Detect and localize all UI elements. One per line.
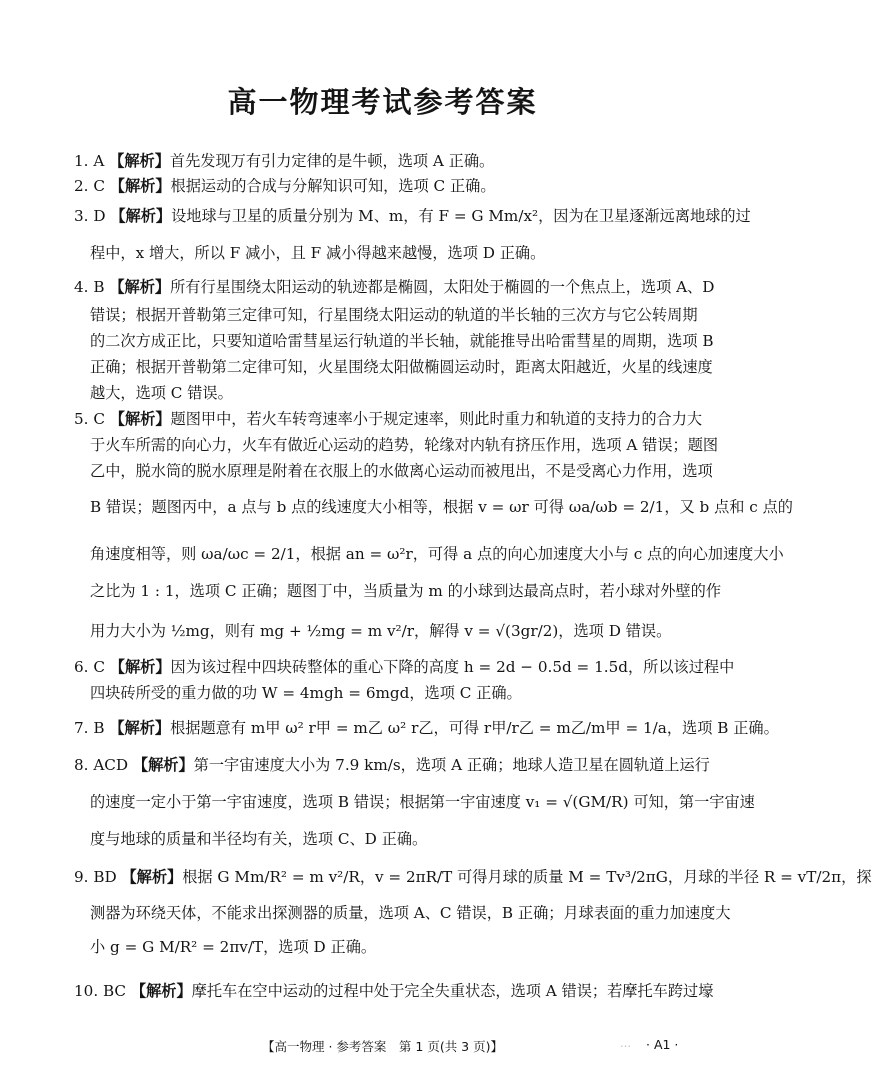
footer-dots: … [620,1037,631,1050]
answer-5-line-5: 角速度相等，则 ωa/ωc = 2/1，根据 an = ω²r，可得 a 点的向心加速度大小与 c 点的向心加速度大小 [90,545,784,563]
answer-5-line-6: 之比为 1 : 1，选项 C 正确；题图丁中，当质量为 m 的小球到达最高点时，若小球对外壁的作 [90,582,722,600]
answer-5-line-7: 用力大小为 ½mg，则有 mg + ½mg = m v²/r，解得 v = √(3gr/2)，选项 D 错误。 [90,622,672,640]
answer-5-line-4: B 错误；题图丙中，a 点与 b 点的线速度大小相等，根据 v = ωr 可得 ωa/ωb = 2/1，又 b 点和 c 点的 [90,498,793,516]
answer-4-line-3: 的二次方成正比，只要知道哈雷彗星运行轨道的半长轴，就能推导出哈雷彗星的周期，选项 B [90,332,714,350]
analysis-marker: 【解析】 [109,719,171,737]
answer-5-line-2: 于火车所需的向心力，火车有做近心运动的趋势，轮缘对内轨有挤压作用，选项 A 错误；题图 [90,436,719,454]
answer-3-line-1: 3. D 【解析】设地球与卫星的质量分别为 M、m，有 F = G Mm/x²，因为在卫星逐渐远离地球的过 [74,207,751,225]
page-code: · A1 · [646,1037,679,1052]
analysis-marker: 【解析】 [109,410,171,428]
answer-9-line-2: 测器为环绕天体，不能求出探测器的质量，选项 A、C 错误，B 正确；月球表面的重力加速度大 [90,904,731,922]
page-title: 高一物理考试参考答案 [227,85,538,119]
analysis-marker: 【解析】 [132,756,194,774]
answer-4-line-2: 错误；根据开普勒第三定律可知，行星围绕太阳运动的轨道的半长轴的三次方与它公转周期 [90,306,698,324]
analysis-marker: 【解析】 [109,152,170,170]
answer-1: 1. A 【解析】首先发现万有引力定律的是牛顿，选项 A 正确。 [74,152,495,170]
answer-4-line-1: 4. B 【解析】所有行星围绕太阳运动的轨迹都是椭圆，太阳处于椭圆的一个焦点上，选项 A、D [74,278,715,296]
analysis-marker: 【解析】 [109,177,171,195]
answer-8-line-1: 8. ACD 【解析】第一宇宙速度大小为 7.9 km/s，选项 A 正确；地球人造卫星在圆轨道上运行 [74,756,710,774]
answer-9-line-1: 9. BD 【解析】根据 G Mm/R² = m v²/R，v = 2πR/T 可得月球的质量 M = Tv³/2πG，月球的半径 R = vT/2π，探 [74,868,872,886]
analysis-marker: 【解析】 [130,982,192,1000]
analysis-marker: 【解析】 [110,207,172,225]
answer-5-line-3: 乙中，脱水筒的脱水原理是附着在衣服上的水做离心运动而被甩出，不是受离心力作用，选项 [90,462,713,480]
page-footer: 【高一物理 · 参考答案 第 1 页(共 3 页)】 [262,1039,503,1054]
analysis-marker: 【解析】 [109,658,171,676]
answer-9-line-3: 小 g = G M/R² = 2πv/T，选项 D 正确。 [90,938,377,956]
answer-4-line-5: 越大，选项 C 错误。 [90,384,233,402]
answer-6-line-1: 6. C 【解析】因为该过程中四块砖整体的重心下降的高度 h = 2d − 0.5d = 1.5d，所以该过程中 [74,658,735,676]
analysis-marker: 【解析】 [109,278,171,296]
answer-10-line-1: 10. BC 【解析】摩托车在空中运动的过程中处于完全失重状态，选项 A 错误；若摩托车跨过壕 [74,982,714,1000]
answer-8-line-3: 度与地球的质量和半径均有关，选项 C、D 正确。 [90,830,428,848]
analysis-marker: 【解析】 [121,868,183,886]
answer-2: 2. C 【解析】根据运动的合成与分解知识可知，选项 C 正确。 [74,177,496,195]
answer-4-line-4: 正确；根据开普勒第二定律可知，火星围绕太阳做椭圆运动时，距离太阳越近，火星的线速度 [90,358,713,376]
answer-7: 7. B 【解析】根据题意有 m甲 ω² r甲 = m乙 ω² r乙，可得 r甲/r乙 = m乙/m甲 = 1/a，选项 B 正确。 [74,719,779,737]
answer-5-line-1: 5. C 【解析】题图甲中，若火车转弯速率小于规定速率，则此时重力和轨道的支持力的合力大 [74,410,703,428]
answer-3-line-2: 程中，x 增大，所以 F 减小，且 F 减小得越来越慢，选项 D 正确。 [90,244,546,262]
answer-8-line-2: 的速度一定小于第一宇宙速度，选项 B 错误；根据第一宇宙速度 v₁ = √(GM/R) 可知，第一宇宙速 [90,793,755,811]
answer-6-line-2: 四块砖所受的重力做的功 W = 4mgh = 6mgd，选项 C 正确。 [90,684,522,702]
